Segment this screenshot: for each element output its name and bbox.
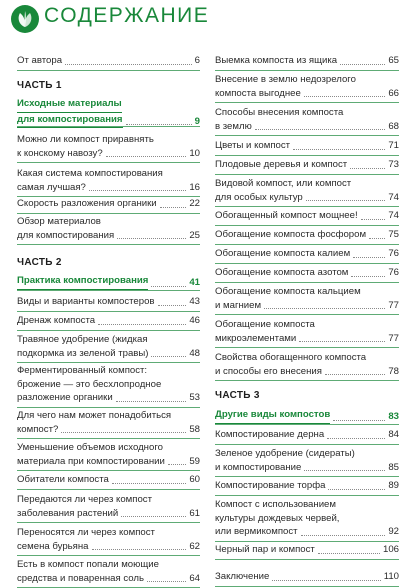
entry-divider [17, 522, 200, 523]
dot-leader [151, 356, 186, 357]
toc-entry[interactable] [215, 479, 399, 493]
toc-page-number: 41 [189, 277, 200, 288]
toc-entry[interactable] [17, 295, 200, 309]
dot-leader [147, 581, 186, 582]
entry-divider [215, 206, 399, 207]
toc-entry-title-line: Способы внесения компоста [215, 107, 344, 118]
entry-divider [215, 347, 399, 348]
toc-entry-title-line: компоста выгоднее [215, 87, 301, 99]
entry-divider [17, 362, 200, 363]
toc-entry-title-line: Передаются ли через компост [17, 494, 152, 505]
toc-entry[interactable] [17, 473, 200, 487]
toc-entry-title-line: Ферментированный компост: [17, 365, 148, 376]
entry-divider [17, 70, 200, 71]
entry-divider [215, 586, 399, 587]
toc-entry[interactable] [17, 54, 200, 68]
toc-entry[interactable] [17, 197, 200, 211]
toc-entry[interactable] [215, 247, 399, 261]
toc-entry-title-line: Скорость разложения органики [17, 198, 157, 209]
toc-entry[interactable] [215, 158, 399, 172]
toc-page-number: 84 [388, 429, 399, 440]
toc-entry-title-line: Есть в компост попали моющие [17, 559, 159, 570]
toc-entry-title-line: и способы его внесения [215, 365, 322, 377]
entry-divider [215, 559, 399, 560]
toc-entry[interactable] [215, 351, 399, 378]
dot-leader [327, 438, 385, 439]
page-title: СОДЕРЖАНИЕ [44, 4, 210, 27]
toc-entry-title-line: или вермикомпост [215, 526, 298, 537]
toc-entry-title-line: и компостирование [215, 461, 302, 473]
toc-entry-title-line: Обогащение компоста азотом [215, 267, 349, 278]
toc-entry-title-line: Зеленое удобрение (сидераты) [215, 448, 355, 459]
toc-entry-title-line: в землю [215, 120, 252, 132]
toc-entry-title-line: заболевания растений [17, 507, 119, 519]
dot-leader [301, 535, 386, 536]
dot-leader [65, 64, 192, 65]
toc-entry[interactable] [215, 498, 399, 539]
toc-page-number: 43 [189, 296, 200, 307]
toc-entry-title-line: и магнием [215, 299, 262, 311]
toc-entry-title-line: для компостирования [17, 113, 123, 129]
toc-page-number: 10 [189, 147, 200, 159]
toc-entry-title-line: Какая система компостирования [17, 168, 163, 179]
entry-divider [215, 380, 399, 381]
toc-page-number: 22 [189, 198, 200, 209]
toc-entry-title-line: Компостирование дерна [215, 429, 325, 440]
toc-page-number: 48 [189, 347, 200, 359]
toc-page-number: 64 [189, 572, 200, 584]
dot-leader [117, 238, 186, 239]
toc-entry-title-line: Для чего нам может понадобиться [17, 410, 172, 421]
toc-page-number: 62 [189, 540, 200, 552]
toc-entry[interactable] [17, 526, 200, 553]
toc-entry[interactable] [215, 447, 399, 474]
toc-entry[interactable] [17, 133, 200, 160]
dot-leader [328, 489, 385, 490]
toc-entry[interactable] [215, 209, 399, 223]
toc-page-number: 106 [382, 544, 399, 555]
toc-entry-title-line: Заключение [215, 571, 270, 582]
entry-divider [215, 541, 399, 542]
toc-entry-title-line: Черный пар и компост [215, 544, 315, 555]
dot-leader [299, 341, 385, 342]
toc-page-number: 66 [388, 87, 399, 99]
toc-entry-title-line: Другие виды компостов [215, 408, 330, 424]
toc-entry-title-line: Обогащение компоста кальцием [215, 286, 361, 297]
toc-entry-title-line: От автора [17, 55, 63, 66]
toc-page-number: 85 [388, 461, 399, 473]
toc-entry[interactable] [17, 364, 200, 405]
toc-page-number: 65 [388, 55, 399, 66]
entry-divider [215, 282, 399, 283]
toc-entry-title-line: Обогащенный компост мощнее! [215, 210, 358, 221]
part-heading: ЧАСТЬ 3 [215, 390, 260, 401]
toc-entry-title-line: культуры дождевых червей, [215, 512, 340, 524]
toc-entry-title-line: Свойства обогащенного компоста [215, 352, 367, 363]
entry-divider [17, 330, 200, 331]
toc-entry-title-line: для компостирования [17, 229, 115, 241]
toc-entry-title-line: семена бурьяна [17, 540, 89, 552]
toc-entry-title-line: самая лучшая? [17, 181, 86, 193]
toc-page-number: 77 [388, 299, 399, 311]
header [0, 0, 418, 36]
entry-divider [215, 174, 399, 175]
toc-page-number: 74 [388, 191, 399, 203]
toc-entry-title-line: Цветы и компост [215, 140, 291, 151]
toc-entry[interactable] [215, 428, 399, 442]
toc-entry-title-line: к конскому навозу? [17, 147, 103, 159]
toc-entry-title-line: Обогащение компоста калием [215, 248, 351, 259]
entry-divider [215, 495, 399, 496]
toc-entry-title-line: Можно ли компост приравнять [17, 134, 154, 145]
toc-page-number: 68 [388, 120, 399, 132]
entry-divider [215, 225, 399, 226]
toc-page-number: 46 [189, 315, 200, 326]
toc-entry-title-line: Компостирование торфа [215, 480, 326, 491]
toc-page-number: 61 [189, 507, 200, 519]
toc-entry-title-line: разложение органики [17, 392, 113, 403]
toc-page-number: 74 [388, 210, 399, 221]
toc-entry-title-line: Дренаж компоста [17, 315, 96, 326]
part-heading: ЧАСТЬ 1 [17, 80, 62, 91]
dot-leader [333, 420, 385, 421]
toc-entry-title-line: микроэлементами [215, 332, 297, 344]
dot-leader [272, 580, 380, 581]
toc-page-number: 60 [189, 474, 200, 485]
toc-entry[interactable] [17, 215, 200, 242]
toc-entry-title-line: Травяное удобрение (жидкая [17, 334, 148, 345]
entry-divider [17, 162, 200, 163]
dot-leader [168, 464, 186, 465]
toc-entry[interactable] [215, 318, 399, 345]
entry-divider [17, 407, 200, 408]
entry-divider [17, 290, 200, 291]
entry-divider [215, 424, 399, 425]
dot-leader [351, 276, 385, 277]
toc-entry[interactable] [17, 167, 200, 194]
toc-entry-title-line: Переносятся ли через компост [17, 527, 155, 538]
dot-leader [106, 156, 187, 157]
toc-page-number: 58 [189, 423, 200, 435]
toc-entry-title-line: Компост с использованием [215, 499, 336, 510]
toc-entry-title-line: Обогащение компоста [215, 319, 315, 330]
toc-page-number: 89 [388, 480, 399, 491]
dot-leader [318, 553, 380, 554]
toc-entry-title-line: Обогащение компоста фосфором [215, 229, 367, 240]
toc-page-number: 59 [189, 455, 200, 467]
toc-entry-title-line: подкормка из зеленой травы) [17, 347, 149, 359]
toc-entry-title-line: Выемка компоста из ящика [215, 55, 338, 66]
toc-entry[interactable] [215, 139, 399, 153]
dot-leader [158, 305, 187, 306]
toc-page-number: 6 [194, 55, 200, 66]
dot-leader [293, 149, 385, 150]
toc-entry-title-line: средства и поваренная соль [17, 572, 145, 584]
dot-leader [92, 549, 187, 550]
toc-page-number: 16 [189, 181, 200, 193]
entry-divider [215, 135, 399, 136]
entry-divider [215, 314, 399, 315]
entry-divider [17, 213, 200, 214]
toc-entry-title-line: Видовой компост, или компост [215, 178, 352, 189]
dot-leader [255, 129, 386, 130]
toc-page-number: 77 [388, 332, 399, 344]
toc-entry-title-line: материала при компостировании [17, 455, 165, 467]
entry-divider [215, 263, 399, 264]
toc-entry-title-line: Внесение в землю недозрелого [215, 74, 356, 85]
entry-divider [17, 311, 200, 312]
dot-leader [126, 124, 192, 125]
entry-divider [17, 489, 200, 490]
entry-divider [17, 555, 200, 556]
toc-entry[interactable] [215, 570, 399, 584]
dot-leader [151, 286, 186, 287]
toc-page-number: 53 [189, 392, 200, 403]
dot-leader [89, 190, 186, 191]
entry-divider [215, 102, 399, 103]
toc-entry[interactable] [215, 543, 399, 557]
dot-leader [369, 238, 385, 239]
dot-leader [304, 96, 386, 97]
toc-page-number: 75 [388, 229, 399, 240]
entry-divider [17, 438, 200, 439]
toc-page-number: 71 [388, 140, 399, 151]
toc-entry-title-line: Плодовые деревья и компост [215, 159, 348, 170]
toc-entry[interactable] [17, 333, 200, 360]
part-heading: ЧАСТЬ 2 [17, 257, 62, 268]
toc-page-number: 9 [194, 115, 200, 127]
toc-page-number: 25 [189, 229, 200, 241]
toc-entry-title-line: компост? [17, 423, 59, 435]
toc-page-number: 76 [388, 267, 399, 278]
toc-entry-title-line: Практика компостирования [17, 274, 148, 290]
dot-leader [361, 219, 386, 220]
dot-leader [112, 483, 186, 484]
dot-leader [116, 401, 187, 402]
entry-divider [215, 476, 399, 477]
entry-divider [17, 126, 200, 127]
dot-leader [98, 324, 186, 325]
dot-leader [306, 200, 386, 201]
entry-divider [215, 444, 399, 445]
entry-divider [215, 70, 399, 71]
entry-divider [17, 244, 200, 245]
toc-page-number: 83 [388, 411, 399, 422]
dot-leader [304, 470, 385, 471]
toc-entry[interactable] [17, 441, 200, 468]
toc-entry-title-line: брожение — это бесхлопродное [17, 378, 162, 390]
toc-entry-title-line: Виды и варианты компостеров [17, 296, 155, 307]
toc-entry[interactable] [17, 409, 200, 436]
toc-page-number: 92 [388, 526, 399, 537]
toc-entry[interactable] [215, 266, 399, 280]
toc-entry[interactable] [215, 285, 399, 312]
toc-page-number: 78 [388, 365, 399, 377]
dot-leader [340, 64, 385, 65]
toc-entry[interactable] [17, 314, 200, 328]
toc-section-entry[interactable] [215, 408, 399, 424]
toc-page-number: 110 [383, 571, 399, 582]
toc-entry[interactable] [215, 228, 399, 242]
dot-leader [61, 432, 186, 433]
toc-entry[interactable] [215, 54, 399, 68]
toc-section-entry[interactable] [17, 97, 200, 128]
entry-divider [17, 470, 200, 471]
dot-leader [353, 257, 385, 258]
leaf-logo-icon [11, 5, 39, 33]
entry-divider [215, 244, 399, 245]
toc-entry[interactable] [215, 73, 399, 100]
toc-entry[interactable] [17, 558, 200, 585]
toc-entry[interactable] [215, 177, 399, 204]
dot-leader [325, 374, 385, 375]
toc-page-number: 73 [388, 159, 399, 170]
toc-entry-title-line: Исходные материалы [17, 97, 122, 113]
toc-entry-title-line: Обитатели компоста [17, 474, 109, 485]
toc-section-entry[interactable] [17, 274, 200, 290]
dot-leader [160, 207, 187, 208]
toc-entry[interactable] [215, 106, 399, 133]
toc-entry[interactable] [17, 493, 200, 520]
toc-entry-title-line: для особых культур [215, 191, 303, 203]
dot-leader [121, 516, 186, 517]
toc-entry-title-line: Обзор материалов [17, 216, 101, 227]
toc-page-number: 76 [388, 248, 399, 259]
entry-divider [215, 155, 399, 156]
dot-leader [350, 168, 385, 169]
toc-entry-title-line: Уменьшение объемов исходного [17, 442, 163, 453]
dot-leader [264, 308, 385, 309]
